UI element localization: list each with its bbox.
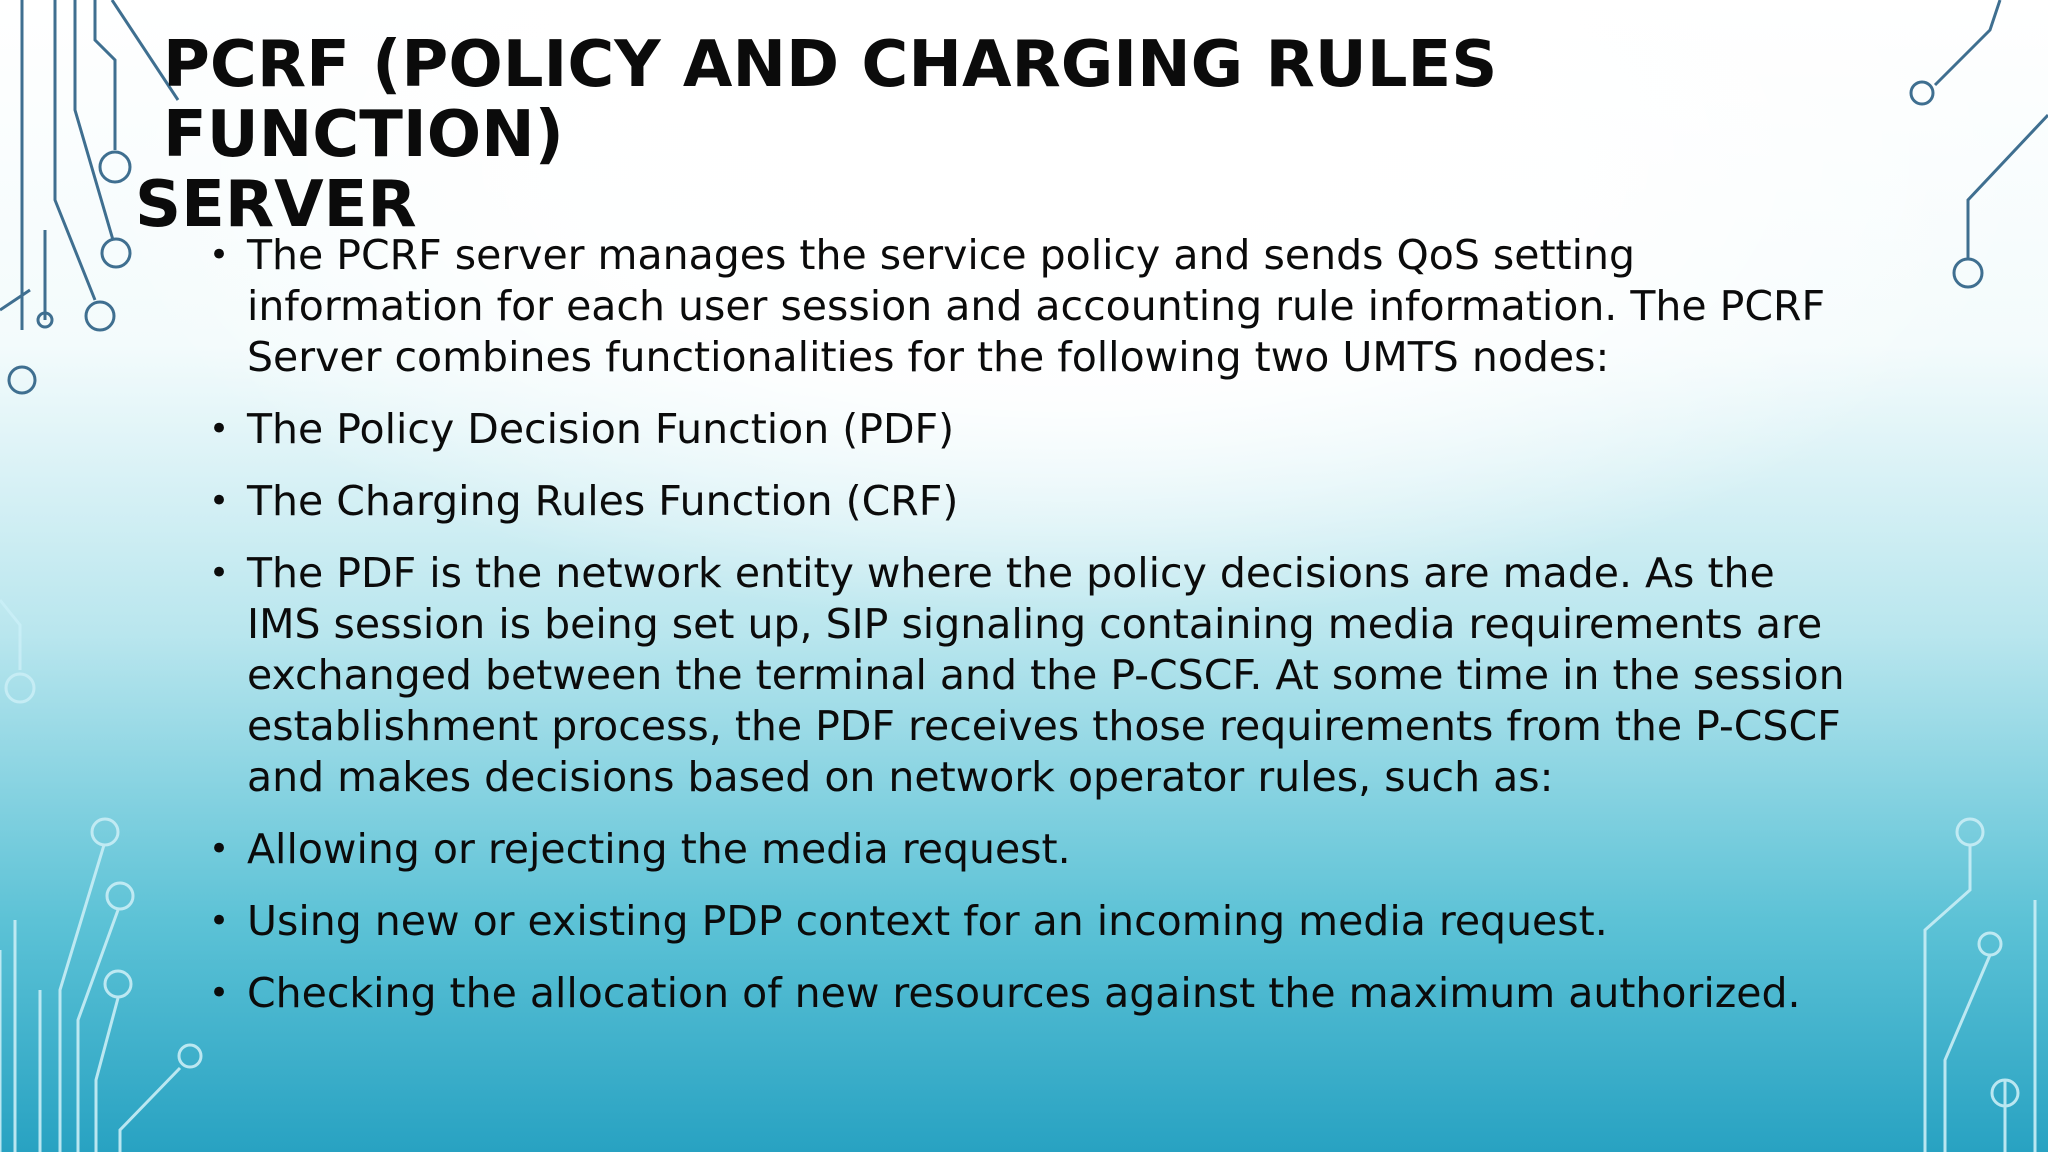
bullet-text: The PDF is the network entity where the policy decisions are made. As the IMS session is being set up, SIP signaling containing media requirements are exchanged between the terminal and the P-CSCF. At some time in the session establishment process, the PDF receives those requirements from the P-CSCF and makes decisions based on network operator rules, such as: xyxy=(247,549,1845,801)
bullet-text: The PCRF server manages the service policy and sends QoS setting information for each user session and accounting rule information. The PCRF Server combines functionalities for the following two UMTS nodes: xyxy=(247,231,1826,381)
bullet-item xyxy=(205,548,1845,803)
bullet-icon: • xyxy=(209,901,230,941)
bullet-icon: • xyxy=(209,973,230,1013)
bullet-item xyxy=(205,404,1845,455)
bullet-text: The Charging Rules Function (CRF) xyxy=(247,477,959,525)
bullet-item xyxy=(205,896,1845,947)
circuit-top-right xyxy=(1911,0,2048,287)
bullet-text: Using new or existing PDP context for an incoming media request. xyxy=(247,897,1608,945)
bullet-item xyxy=(205,230,1845,383)
bullet-icon: • xyxy=(209,829,230,869)
title-line-2: SERVER xyxy=(135,168,417,242)
slide-title xyxy=(135,28,1863,242)
circuit-bottom-left xyxy=(0,600,201,1152)
bullet-icon: • xyxy=(209,235,230,275)
bullet-text: Checking the allocation of new resources against the maximum authorized. xyxy=(247,969,1801,1017)
bullet-icon: • xyxy=(209,481,230,521)
bullet-icon: • xyxy=(209,409,230,449)
bullet-list xyxy=(205,230,1845,1040)
bullet-text: The Policy Decision Function (PDF) xyxy=(247,405,955,453)
bullet-item xyxy=(205,824,1845,875)
bullet-item xyxy=(205,476,1845,527)
circuit-bottom-right xyxy=(1925,819,2035,1152)
title-line-1: PCRF (POLICY AND CHARGING RULES FUNCTION) xyxy=(163,28,1498,172)
bullet-text: Allowing or rejecting the media request. xyxy=(247,825,1071,873)
bullet-item xyxy=(205,968,1845,1019)
bullet-icon: • xyxy=(209,553,230,593)
